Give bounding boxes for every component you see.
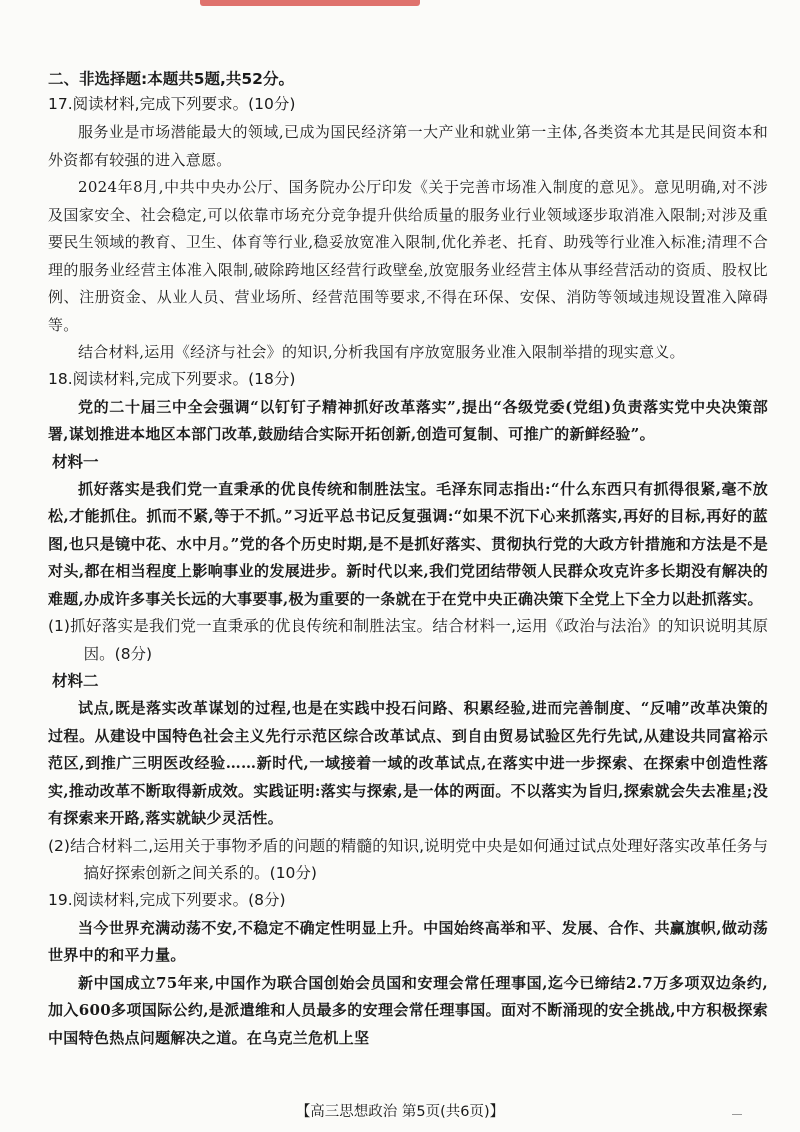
q18-intro: 党的二十届三中全会强调“以钉钉子精神抓好改革落实”,提出“各级党委(党组)负责落实党中央决策部署,谋划推进本地区本部门改革,鼓励结合实际开拓创新,创造可复制、可推广的新鲜经验”。 bbox=[48, 397, 768, 443]
q18-subquestion1: (1)抓好落实是我们党一直秉承的优良传统和制胜法宝。结合材料一,运用《政治与法治》的知识说明其原因。(8分) bbox=[48, 617, 768, 663]
q19-para1: 当今世界充满动荡不安,不稳定不确定性明显上升。中国始终高举和平、发展、合作、共赢旗帜,做动荡世界中的和平力量。 bbox=[48, 918, 768, 964]
page-footer: 【高三思想政治 第5页(共6页)】 bbox=[295, 1104, 505, 1120]
q18-material1-label: 材料一 bbox=[52, 452, 99, 471]
q19-head: 19.阅读材料,完成下列要求。(8分) bbox=[48, 890, 286, 909]
q18-subquestion2: (2)结合材料二,运用关于事物矛盾的问题的精髓的知识,说明党中央是如何通过试点处理好落实改革任务与搞好探索创新之间关系的。(10分) bbox=[48, 836, 768, 882]
q18-material1-text: 抓好落实是我们党一直秉承的优良传统和制胜法宝。毛泽东同志指出:“什么东西只有抓得很紧,毫不放松,才能抓住。抓而不紧,等于不抓。”习近平总书记反复强调:“如果不沉下心来抓落实,再好的目标,再好的蓝图,也只是镜中花、水中月。”党的各个历史时期,是不是抓好落实、贯彻执行党的大政方针措施和方法是不是对头,都在相当程度上影响事业的发展进步。新时代以来,我们党团结带领人民群众攻克许多长期没有解决的难题,办成许多事关长远的大事要事,极为重要的一条就在于在党中央正确决策下全党上下全力以赴抓落实。 bbox=[48, 479, 768, 608]
q17-head: 17.阅读材料,完成下列要求。(10分) bbox=[48, 95, 296, 113]
corner-dash bbox=[732, 1114, 742, 1115]
top-red-mark bbox=[200, 0, 420, 6]
question-18 bbox=[48, 367, 768, 888]
exam-page bbox=[48, 66, 768, 1052]
q17-task: 结合材料,运用《经济与社会》的知识,分析我国有序放宽服务业准入限制举措的现实意义。 bbox=[78, 343, 685, 361]
q18-material2-text: 试点,既是落实改革谋划的过程,也是在实践中投石问路、积累经验,进而完善制度、“反哺”改革决策的过程。从建设中国特色社会主义先行示范区综合改革试点、到自由贸易试验区先行先试,从建设共同富裕示范区,到推广三明医改经验……新时代,一域接着一域的改革试点,在落实中进一步探索、在探索中创造性落实,推动改革不断取得新成效。实践证明:落实与探索,是一体的两面。不以落实为旨归,探索就会失去准星;没有探索来开路,落实就缺少灵活性。 bbox=[48, 699, 768, 827]
q18-material2-label: 材料二 bbox=[52, 672, 99, 690]
q17-para2: 2024年8月,中共中央办公厅、国务院办公厅印发《关于完善市场准入制度的意见》。意见明确,对不涉及国家安全、社会稳定,可以依靠市场充分竞争提升供给质量的服务业行业领域逐步取消准入限制;对涉及重要民生领域的教育、卫生、体育等行业,稳妥放宽准入限制,优化养老、托育、助残等行业准入标准;清理不合理的服务业经营主体准入限制,破除跨地区经营行政壁垒,放宽服务业经营主体从事经营活动的资质、股权比例、注册资金、从业人员、营业场所、经营范围等要求,不得在环保、安保、消防等领域违规设置准入障碍等。 bbox=[48, 178, 768, 334]
question-19 bbox=[48, 888, 768, 1053]
section-title: 二、非选择题:本题共5题,共52分。 bbox=[48, 70, 294, 88]
q19-para2: 新中国成立75年来,中国作为联合国创始会员国和安理会常任理事国,迄今已缔结2.7万多项双边条约,加入600多项国际公约,是派遣维和人员最多的安理会常任理事国。面对不断涌现的安全挑战,中方积极探索中国特色热点问题解决之道。在乌克兰危机上坚 bbox=[48, 973, 768, 1047]
q17-para1: 服务业是市场潜能最大的领域,已成为国民经济第一大产业和就业第一主体,各类资本尤其是民间资本和外资都有较强的进入意愿。 bbox=[48, 123, 768, 169]
q18-head: 18.阅读材料,完成下列要求。(18分) bbox=[48, 369, 296, 388]
question-17 bbox=[48, 92, 768, 367]
